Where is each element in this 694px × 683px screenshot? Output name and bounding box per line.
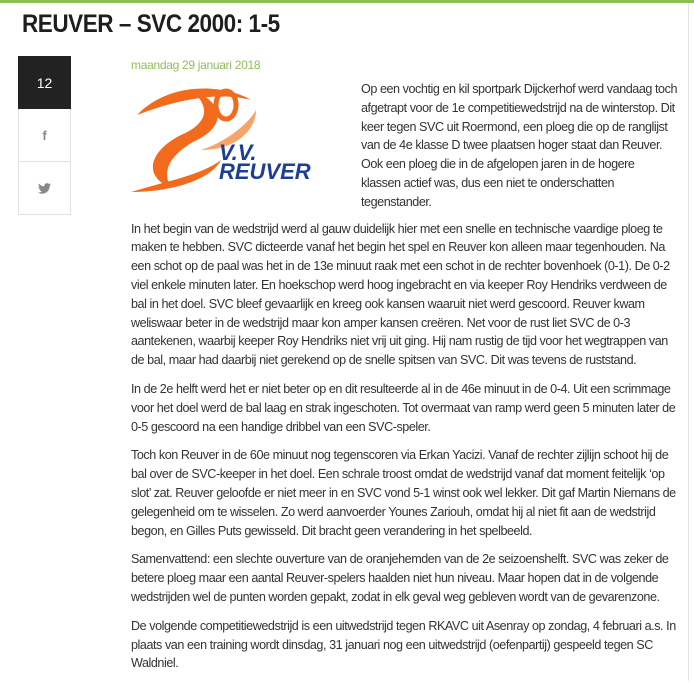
paragraph: In de 2e helft werd het er niet beter op en dit resulteerde al in de 46e minuut in de 0-4. Uit een scrimmage voor het doel werd de bal laag en strak ingeschoten. Tot overmaat van ramp werd geen 5 minuten later de 0-5 gescoord na een handige dribbel van een SVC-speler. [131, 381, 676, 434]
twitter-icon [38, 183, 51, 194]
twitter-share-button[interactable] [18, 162, 71, 215]
paragraph: Toch kon Reuver in de 60e minuut nog tegenscoren via Erkan Yacizi. Vanaf de rechter zijlijn schoot hij de bal over de SVC-keeper in het doel. Een schrale troost omdat de wedstrijd vanaf dat moment feitelijk ‘op slot’ zat. Reuver geloofde er niet meer in en SVC vond 5-1 winst ook wel lekker. Dit gaf Martin Niemans de gelegenheid om te wisselen. Zo werd aanvoerder Younes Zariouh, omdat hij al niet fit aan de wedstrijd begon, en Gilles Puts gewisseld. Dit bracht geen verandering in het spelbeeld. [131, 448, 676, 538]
article-body [131, 80, 677, 683]
paragraph: Samenvattend: een slechte ouverture van de oranjehemden van de 2e seizoenshelft. SVC was zeker de betere ploeg maar een aantal Reuver-spelers haalden niet hun niveau. Maar hopen dat in de volgende wedstrijden wel de punten worden gepakt, zodat in elk geval weg gebleven wordt van de gevarenzone. [131, 552, 669, 604]
article-date: maandag 29 januari 2018 [131, 58, 261, 72]
paragraph: In het begin van de wedstrijd werd al gauw duidelijk hier met een snelle en technische vaardige ploeg te maken te hebben. SVC dicteerde vanaf het begin het spel en Reuver kon alleen maar tegenhouden. Na een schot op de paal was het in de 13e minuut raak met een schot in de rechter bovenhoek (0-1). De 0-2 viel enkele minuten later. En hoekschop werd hoog ingebracht en via keeper Roy Hendriks verdween de bal in het doel. SVC bleef gevaarlijk en kreeg ook kansen waaruit niet werd gescoord. Reuver kwam weliswaar beter in de wedstrijd maar kon amper kansen creëren. Net voor de rust liet SVC de 0-3 aantekenen, waarbij keeper Roy Hendriks niet vrij uit ging. Hij nam rustig de tijd voor het wegtrappen van de bal, maar had daarbij niet gerekend op de snelle spitsen van SVC. Dit was tevens de ruststand. [131, 221, 670, 368]
share-bar [18, 56, 71, 215]
paragraph: Op een vochtig en kil sportpark Dijckerhof werd vandaag toch afgetrapt voor de 1e competitiewedstrijd na de winterstop. Dit keer tegen SVC uit Roermond, een ploeg die op de ranglijst van de 4e klasse D twee plaatsen hoger staat dan Reuver. Ook een ploeg die in de afgelopen jaren in de hogere klassen actief was, dus een niet te onderschatten tegenstander. [361, 82, 678, 209]
top-accent-bar [0, 0, 694, 3]
content-border [688, 3, 689, 681]
facebook-share-button[interactable] [18, 109, 71, 162]
logo-text: V.V. REUVER [219, 140, 311, 184]
club-logo [131, 80, 353, 196]
article-title: REUVER – SVC 2000: 1-5 [22, 10, 280, 38]
share-count: 12 [18, 56, 71, 109]
paragraph: De volgende competitiewedstrijd is een uitwedstrijd tegen RKAVC uit Asenray op zondag, 4 februari a.s. In plaats van een training wordt dinsdag, 31 januari nog een uitwedstrijd (oefenpartij) gespeeld tegen SC Waldniel. [131, 618, 676, 671]
facebook-icon: f [42, 127, 47, 143]
